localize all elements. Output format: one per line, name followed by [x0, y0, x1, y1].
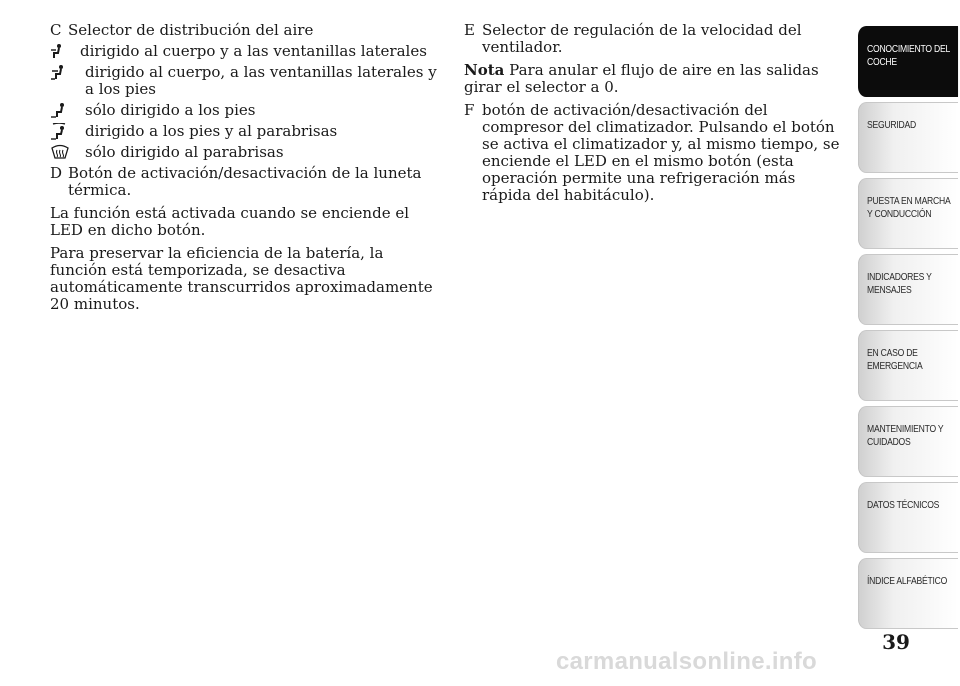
feet-icon — [50, 102, 80, 119]
item-letter: C — [50, 21, 62, 39]
paragraph: La función está activada cuando se enciende el LED en dicho botón. — [50, 204, 410, 239]
tab-en-caso-de-emergencia[interactable]: EN CASO DE EMERGENCIA — [858, 330, 958, 401]
item-letter: E — [464, 21, 475, 39]
tab-mantenimiento-y-cuidados[interactable]: MANTENIMIENTO Y CUIDADOS — [858, 406, 958, 477]
windshield-defrost-icon — [50, 144, 80, 161]
body-feet-icon — [50, 64, 80, 81]
air-mode-feet-windshield — [50, 123, 440, 140]
watermark: carmanualsonline.info — [556, 648, 818, 675]
tab-conocimiento-del-coche[interactable]: CONOCIMIENTO DEL COCHE — [858, 26, 958, 97]
body-vents-icon — [50, 43, 80, 60]
note-label: Nota — [464, 61, 505, 79]
item-c — [50, 22, 440, 39]
air-mode-body-feet — [50, 64, 440, 98]
tab-indicadores-y-mensajes[interactable]: INDICADORES Y MENSAJES — [858, 254, 958, 325]
note-text: Para anular el flujo de aire en las salidas girar el selector a 0. — [464, 61, 819, 96]
right-column — [464, 22, 846, 204]
item-text: botón de activación/desactivación del compresor del climatizador. Pulsando el botón se activa el climatizador y, al mismo tiempo, se enciende el LED en el mismo botón (esta operación permite una refrigeración más rápida del habitáculo). — [482, 101, 840, 204]
tab-datos-tecnicos[interactable]: DATOS TÉCNICOS — [858, 482, 958, 553]
left-column — [50, 22, 440, 319]
air-mode-feet — [50, 102, 440, 119]
item-text: Botón de activación/desactivación de la luneta térmica. — [68, 164, 422, 199]
page-number: 39 — [882, 630, 910, 654]
item-text: Selector de distribución del aire — [68, 21, 314, 39]
item-e — [464, 22, 846, 56]
paragraph: Para preservar la eficiencia de la batería, la función está temporizada, se desactiva automáticamente transcurridos aproximadamente 20 minutos. — [50, 244, 433, 313]
note-paragraph — [464, 62, 846, 96]
air-mode-text: dirigido a los pies y al parabrisas — [85, 122, 338, 140]
section-tabs — [858, 26, 960, 634]
item-letter: D — [50, 164, 63, 182]
air-mode-text: sólo dirigido al parabrisas — [85, 143, 284, 161]
item-letter: F — [464, 101, 475, 119]
tab-seguridad[interactable]: SEGURIDAD — [858, 102, 958, 173]
item-d — [50, 165, 440, 199]
item-text: Selector de regulación de la velocidad del ventilador. — [482, 21, 802, 56]
air-mode-text: dirigido al cuerpo y a las ventanillas laterales — [80, 42, 427, 60]
air-mode-body-vents — [50, 43, 440, 60]
air-mode-text: dirigido al cuerpo, a las ventanillas laterales y a los pies — [85, 63, 437, 98]
air-mode-text: sólo dirigido a los pies — [85, 101, 256, 119]
item-f — [464, 102, 846, 204]
feet-windshield-icon — [50, 123, 80, 140]
air-mode-windshield — [50, 144, 440, 161]
tab-indice-alfabetico[interactable]: ÍNDICE ALFABÉTICO — [858, 558, 958, 629]
tab-puesta-en-marcha[interactable]: PUESTA EN MARCHA Y CONDUCCIÓN — [858, 178, 958, 249]
